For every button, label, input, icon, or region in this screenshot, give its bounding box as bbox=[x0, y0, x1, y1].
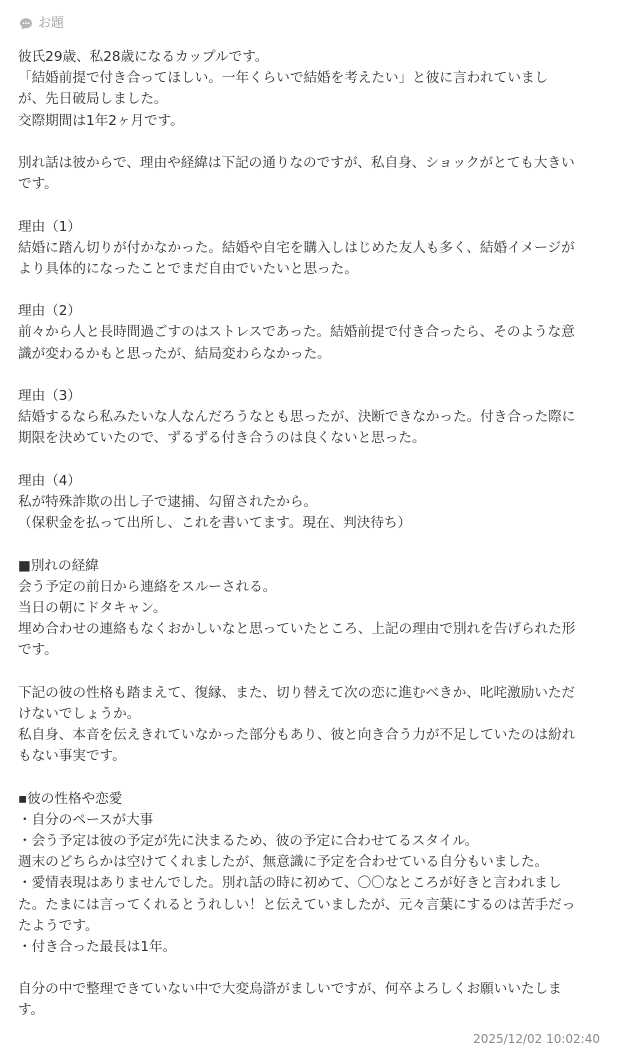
post-text-line: 当日の朝にドタキャン。 bbox=[18, 599, 167, 616]
post-text-line: 理由（3） bbox=[18, 388, 82, 404]
post-text-line: 前々から人と長時間過ごすのはストレスであった。結婚前提で付き合ったら、そのような意 bbox=[18, 324, 575, 341]
post-text-line: ・自分のペースが大事 bbox=[18, 811, 154, 828]
post-text-line: た。たまには言ってくれるとうれしい！と伝えていましたが、元々言葉にするのは苦手だっ bbox=[18, 896, 576, 913]
post-text-line: です。 bbox=[18, 176, 58, 193]
post-text-line: ■別れの経緯 bbox=[18, 557, 99, 574]
post-text-line: 私自身、本音を伝えきれていなかった部分もあり、彼と向き合う力が不足していたのは紛れ bbox=[18, 727, 576, 743]
post-text-line: けないでしょうか。 bbox=[18, 705, 141, 722]
post-text-line: 私が特殊詐欺の出し子で逮捕、勾留されたから。 bbox=[18, 493, 318, 510]
post-label: お題 bbox=[38, 16, 65, 31]
post-text-line: 下記の彼の性格も踏まえて、復縁、また、切り替えて次の恋に進むべきか、叱咤激励いただ bbox=[18, 684, 576, 701]
post-text-line: です。 bbox=[18, 642, 58, 659]
post-text-line: ・会う予定は彼の予定が先に決まるため、彼の予定に合わせてるスタイル。 bbox=[18, 832, 479, 849]
post-text-line: （保釈金を払って出所し、これを書いてます。現在、判決待ち） bbox=[18, 515, 412, 532]
blank-line bbox=[18, 195, 610, 216]
post-text-line: 理由（2） bbox=[18, 303, 82, 320]
post-text-line: 埋め合わせの連絡もなくおかしいなと思っていたところ、上記の理由で別れを告げられた形 bbox=[18, 621, 576, 638]
post-text-line: 交際期間は1年2ヶ月です。 bbox=[18, 112, 184, 129]
post-text-line: 別れ話は彼からで、理由や経緯は下記の通りなのですが、私自身、ショックがとても大きい bbox=[18, 154, 575, 171]
post-text-line: より具体的になったことでまだ自由でいたいと思った。 bbox=[18, 260, 358, 277]
post-text-line: 彼氏29歳、私28歳になるカップルです。 bbox=[18, 49, 269, 65]
post-text-line: 週末のどちらかは空けてくれましたが、無意識に予定を合わせている自分もいました。 bbox=[18, 854, 549, 871]
post-timestamp: 2025/12/02 10:02:40 bbox=[473, 1032, 600, 1046]
speech-bubble-icon bbox=[18, 16, 34, 32]
post-text-line: 期限を決めていたので、ずるずる付き合うのは良くないと思った。 bbox=[18, 430, 426, 447]
post-text-line: 理由（1） bbox=[18, 218, 82, 235]
blank-line bbox=[18, 365, 610, 386]
post-text-line: 結婚するなら私みたいな人なんだろうなとも思ったが、決断できなかった。付き合った際に bbox=[18, 409, 576, 426]
blank-line bbox=[18, 661, 610, 682]
post-text-line: たようです。 bbox=[18, 917, 99, 934]
blank-line bbox=[18, 958, 610, 979]
post-text-line: 会う予定の前日から連絡をスルーされる。 bbox=[18, 578, 277, 595]
blank-line bbox=[18, 450, 610, 471]
post-body bbox=[18, 47, 610, 1022]
post-text-line: 自分の中で整理できていない中で大変烏滸がましいですが、何卒よろしくお願いいたしま bbox=[18, 981, 562, 998]
post-text-line: が、先日破局しました。 bbox=[18, 91, 168, 108]
blank-line bbox=[18, 280, 610, 301]
post-text-line: ・愛情表現はありませんでした。別れ話の時に初めて、〇〇なところが好きと言われまし bbox=[18, 875, 562, 892]
post-text-line: 「結婚前提で付き合ってほしい。一年くらいで結婚を考えたい」と彼に言われていまし bbox=[18, 70, 549, 87]
blank-line bbox=[18, 132, 610, 153]
post-text-line: 識が変わるかもと思ったが、結局変わらなかった。 bbox=[18, 345, 331, 362]
post-text-line: 結婚に踏ん切りが付かなかった。結婚や自宅を購入しはじめた友人も多く、結婚イメージが bbox=[18, 239, 575, 256]
post-text-line: 理由（4） bbox=[18, 472, 82, 489]
post-header bbox=[18, 14, 64, 34]
post-text-line: もない事実です。 bbox=[18, 748, 126, 765]
blank-line bbox=[18, 534, 610, 555]
post-text-line: ・付き合った最長は1年。 bbox=[18, 938, 177, 955]
blank-line bbox=[18, 767, 610, 788]
post-text-line: す。 bbox=[18, 1002, 45, 1019]
post-text-line: ▪彼の性格や恋愛 bbox=[18, 790, 123, 807]
